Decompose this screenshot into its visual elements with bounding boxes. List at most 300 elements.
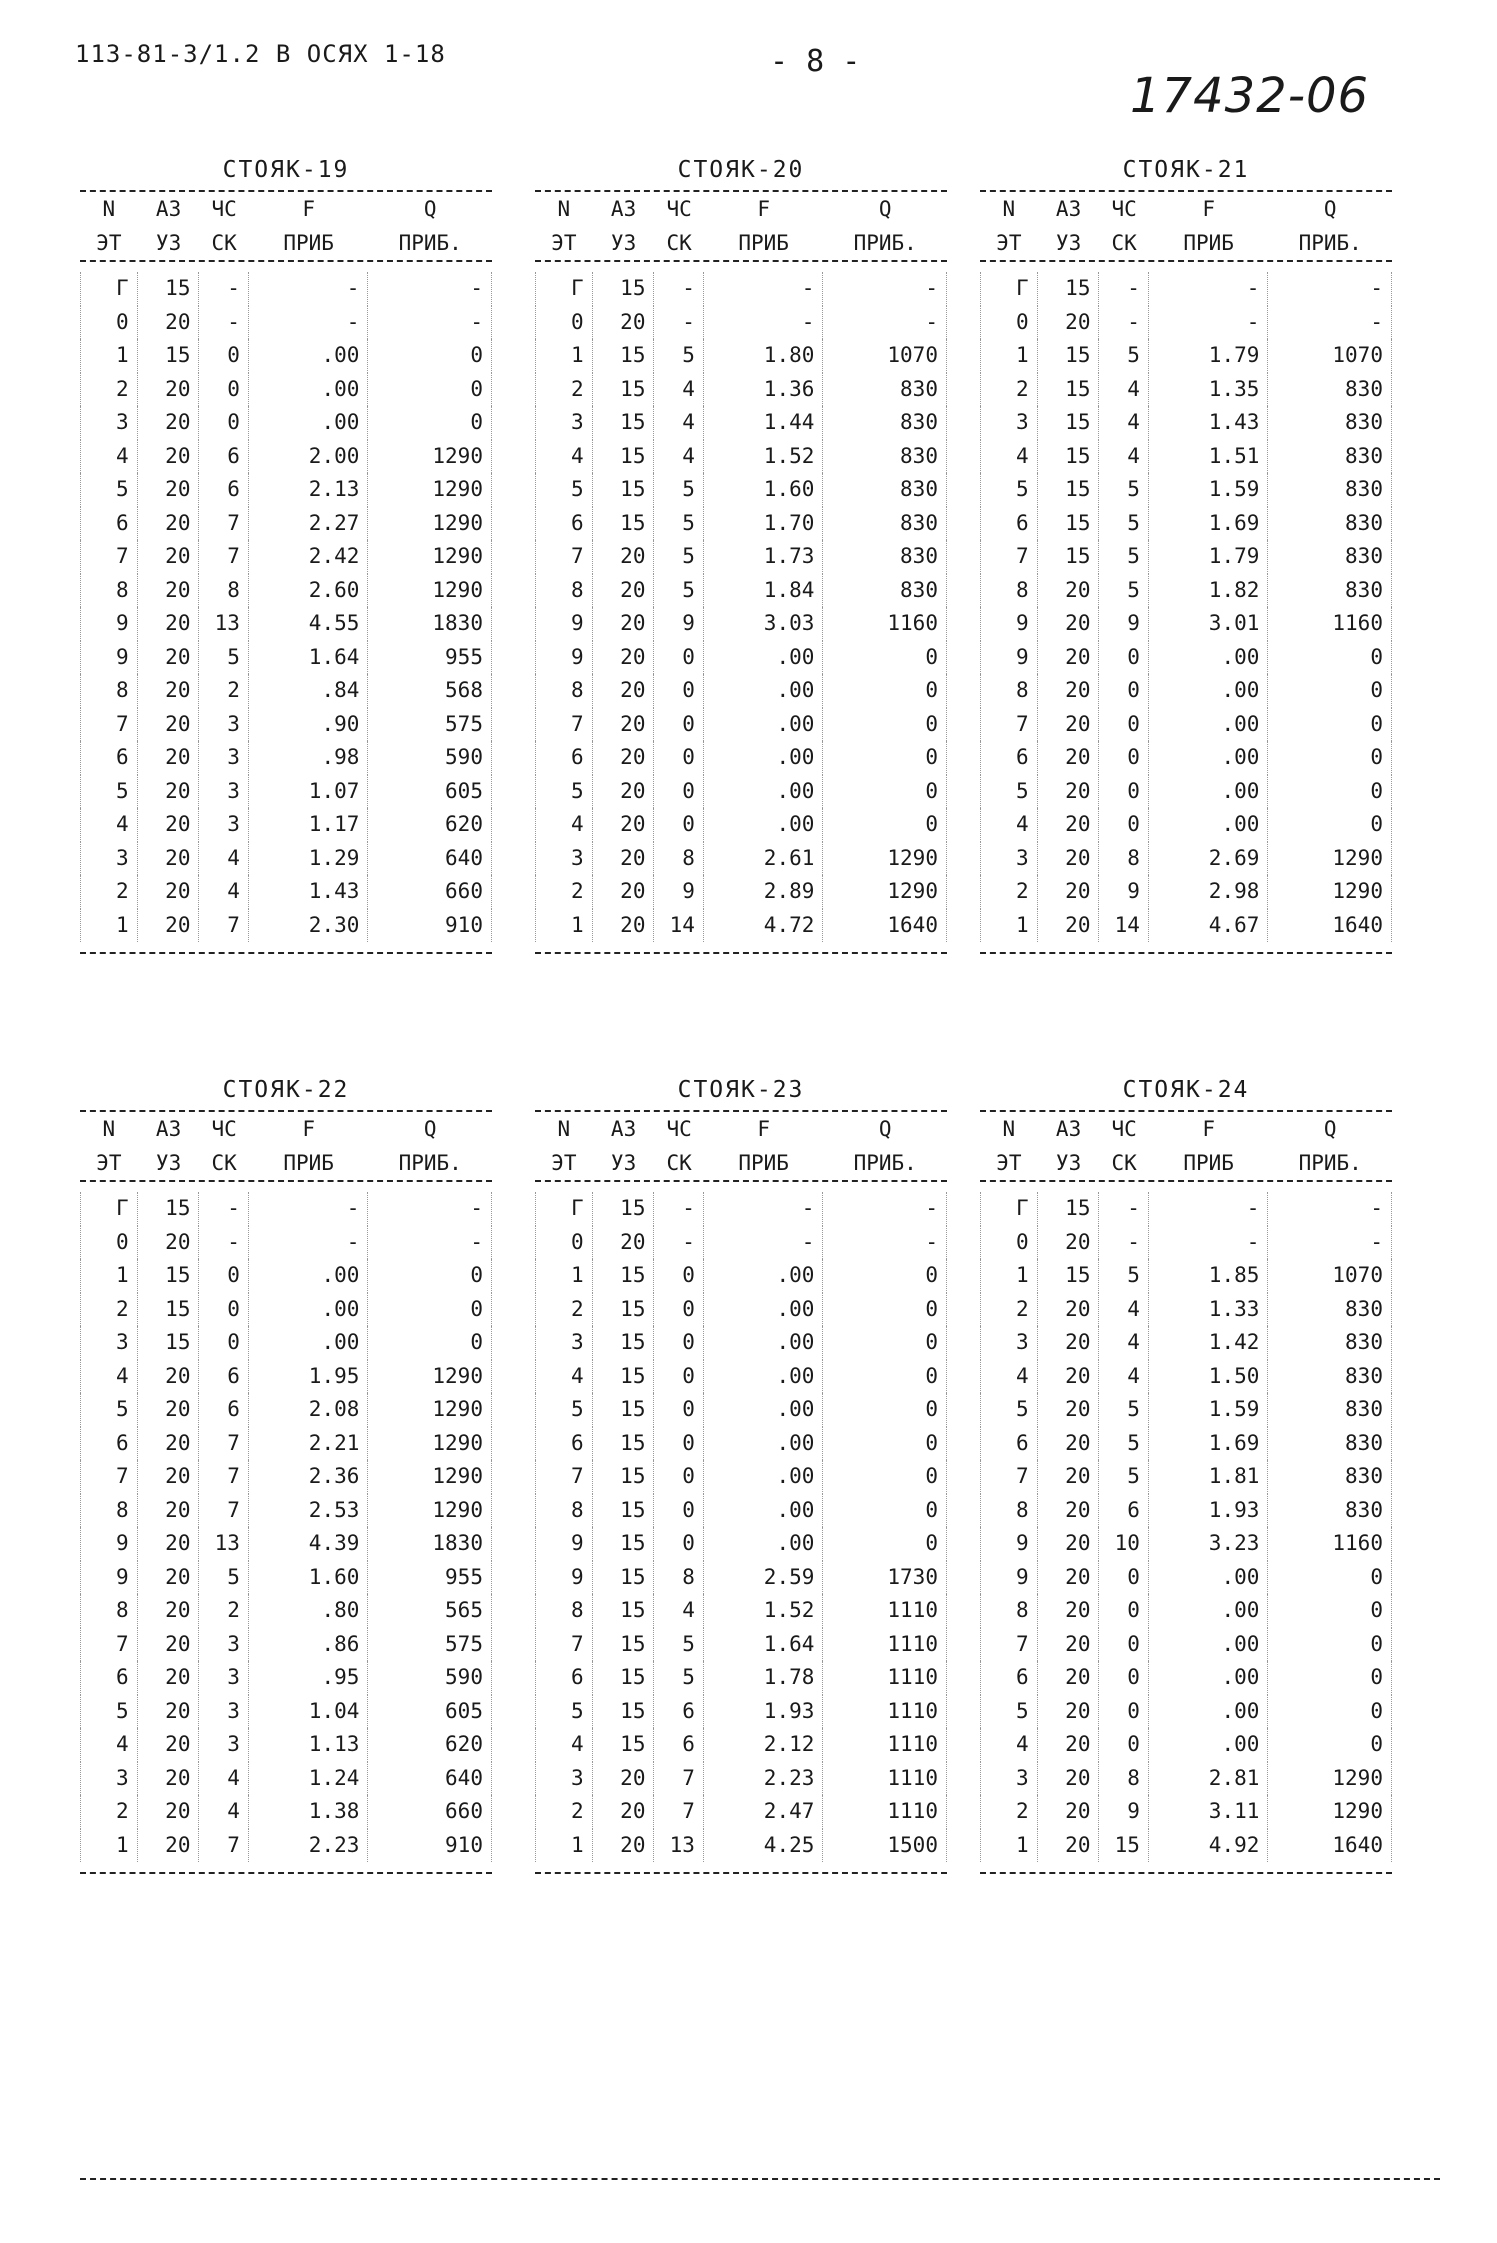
- table-cell: Г: [535, 1192, 593, 1226]
- column-header: ЭТ: [551, 1151, 577, 1175]
- table-cell: 830: [1268, 507, 1392, 541]
- table-cell: 20: [138, 741, 200, 775]
- table-cell: 0: [654, 1293, 703, 1327]
- table-cell: -: [368, 1226, 492, 1260]
- table-cell: 20: [1038, 674, 1100, 708]
- table-cell: 3.23: [1149, 1527, 1268, 1561]
- table-cell: 1.70: [704, 507, 823, 541]
- riser-table: [80, 1070, 492, 1874]
- table-cell: 1290: [368, 440, 492, 474]
- table-row: [535, 1527, 947, 1561]
- table-cell: 8: [80, 1494, 138, 1528]
- table-cell: 2.12: [704, 1728, 823, 1762]
- table-cell: 4: [980, 1728, 1038, 1762]
- table-cell: 955: [368, 641, 492, 675]
- table-cell: 20: [593, 875, 655, 909]
- table-cell: 0: [823, 708, 947, 742]
- column-header: Q: [878, 197, 892, 221]
- table-cell: .00: [249, 1259, 368, 1293]
- table-cell: 0: [654, 1460, 703, 1494]
- table-cell: -: [654, 306, 703, 340]
- table-cell: 0: [1268, 641, 1392, 675]
- table-cell: 640: [368, 1762, 492, 1796]
- table-cell: 20: [138, 373, 200, 407]
- table-cell: 830: [1268, 1427, 1392, 1461]
- table-cell: 1.29: [249, 842, 368, 876]
- table-cell: 15: [138, 339, 200, 373]
- table-cell: 830: [823, 507, 947, 541]
- table-cell: 2.53: [249, 1494, 368, 1528]
- table-cell: 1.42: [1149, 1326, 1268, 1360]
- table-cell: 20: [1038, 842, 1100, 876]
- table-cell: 0: [1099, 641, 1148, 675]
- table-cell: 15: [593, 1561, 655, 1595]
- table-cell: 1640: [823, 909, 947, 943]
- column-header: ЧС: [666, 1117, 692, 1141]
- table-cell: 0: [654, 1494, 703, 1528]
- table-cell: 20: [138, 909, 200, 943]
- table-row: [535, 1829, 947, 1863]
- column-header: АЗ: [1055, 1117, 1082, 1141]
- table-cell: 0: [654, 641, 703, 675]
- table-cell: 3.03: [704, 607, 823, 641]
- document-code: 113-81-3/1.2 В ОСЯХ 1-18: [75, 40, 446, 68]
- table-cell: 3: [535, 842, 593, 876]
- table-cell: .00: [704, 641, 823, 675]
- table-cell: 1070: [1268, 1259, 1392, 1293]
- table-row: [980, 272, 1392, 306]
- table-row: [535, 1762, 947, 1796]
- table-cell: .00: [1149, 674, 1268, 708]
- riser-table: [80, 150, 492, 954]
- table-cell: 3: [980, 1326, 1038, 1360]
- table-cell: 2.08: [249, 1393, 368, 1427]
- table-row: [80, 842, 492, 876]
- table-cell: 1110: [823, 1594, 947, 1628]
- table-cell: 3: [199, 1695, 248, 1729]
- table-row: [535, 1326, 947, 1360]
- table-cell: 9: [535, 1561, 593, 1595]
- table-row: [980, 1360, 1392, 1394]
- table-cell: 6: [980, 1427, 1038, 1461]
- table-cell: 0: [535, 1226, 593, 1260]
- column-header: СК: [666, 1151, 692, 1175]
- table-row: [80, 674, 492, 708]
- table-row: [980, 1494, 1392, 1528]
- table-cell: 9: [1099, 1795, 1148, 1829]
- table-cell: 1.59: [1149, 1393, 1268, 1427]
- table-cell: 8: [80, 674, 138, 708]
- table-cell: 20: [1038, 1527, 1100, 1561]
- table-row: [980, 875, 1392, 909]
- table-cell: 5: [654, 339, 703, 373]
- table-cell: 1290: [823, 842, 947, 876]
- column-header: ПРИБ: [283, 231, 334, 255]
- table-cell: 4: [535, 1360, 593, 1394]
- table-rule: [80, 1872, 492, 1874]
- column-header: ПРИБ.: [853, 231, 917, 255]
- table-cell: 0: [1268, 1695, 1392, 1729]
- table-cell: 2: [535, 373, 593, 407]
- table-cell: -: [249, 306, 368, 340]
- table-cell: 6: [980, 507, 1038, 541]
- table-cell: 1290: [368, 1460, 492, 1494]
- table-cell: 7: [980, 1460, 1038, 1494]
- table-cell: 3: [535, 1762, 593, 1796]
- table-row: [535, 909, 947, 943]
- table-cell: 1: [535, 1259, 593, 1293]
- table-cell: 7: [980, 1628, 1038, 1662]
- table-cell: 20: [1038, 1226, 1100, 1260]
- table-cell: 1: [80, 339, 138, 373]
- table-cell: 0: [1268, 708, 1392, 742]
- table-cell: 1.93: [704, 1695, 823, 1729]
- table-cell: 4: [654, 373, 703, 407]
- column-header: Q: [423, 1117, 437, 1141]
- table-cell: 1.60: [704, 473, 823, 507]
- table-cell: 1.04: [249, 1695, 368, 1729]
- table-cell: 830: [1268, 1494, 1392, 1528]
- column-header: N: [102, 197, 116, 221]
- table-cell: 2: [80, 875, 138, 909]
- table-cell: .00: [704, 808, 823, 842]
- table-cell: 8: [654, 842, 703, 876]
- table-cell: 20: [138, 1527, 200, 1561]
- column-header: Q: [423, 197, 437, 221]
- table-cell: .00: [249, 339, 368, 373]
- table-row: [535, 1728, 947, 1762]
- table-cell: 20: [1038, 1795, 1100, 1829]
- table-cell: 0: [1268, 808, 1392, 842]
- table-cell: 8: [980, 1594, 1038, 1628]
- table-cell: 2: [980, 875, 1038, 909]
- table-cell: 15: [593, 1661, 655, 1695]
- table-row: [80, 1829, 492, 1863]
- table-row: [980, 1795, 1392, 1829]
- table-cell: 1070: [823, 339, 947, 373]
- table-row: [80, 808, 492, 842]
- table-cell: 15: [138, 1259, 200, 1293]
- table-cell: 6: [199, 440, 248, 474]
- table-cell: 2: [980, 373, 1038, 407]
- column-header: ПРИБ.: [398, 1151, 462, 1175]
- table-cell: 20: [1038, 775, 1100, 809]
- table-cell: 20: [593, 842, 655, 876]
- table-cell: 4: [654, 440, 703, 474]
- table-cell: 7: [535, 708, 593, 742]
- table-cell: 830: [1268, 574, 1392, 608]
- table-cell: .00: [1149, 1561, 1268, 1595]
- table-cell: -: [1099, 272, 1148, 306]
- table-cell: 20: [593, 1226, 655, 1260]
- table-cell: 0: [1099, 1661, 1148, 1695]
- table-row: [80, 1393, 492, 1427]
- column-header: N: [1002, 1117, 1016, 1141]
- table-cell: 1.60: [249, 1561, 368, 1595]
- table-cell: 1.73: [704, 540, 823, 574]
- table-cell: 20: [593, 540, 655, 574]
- table-cell: 13: [654, 1829, 703, 1863]
- table-cell: .00: [1149, 1695, 1268, 1729]
- table-cell: -: [654, 1192, 703, 1226]
- table-cell: 0: [368, 373, 492, 407]
- table-cell: 6: [654, 1695, 703, 1729]
- table-row: [535, 1427, 947, 1461]
- table-cell: 1: [980, 909, 1038, 943]
- table-cell: 20: [138, 1728, 200, 1762]
- table-row: [980, 741, 1392, 775]
- table-row: [80, 1695, 492, 1729]
- table-cell: 0: [199, 373, 248, 407]
- table-cell: 1.69: [1149, 507, 1268, 541]
- table-cell: 20: [1038, 1762, 1100, 1796]
- column-header: УЗ: [1055, 1151, 1082, 1175]
- table-cell: 3: [199, 741, 248, 775]
- table-row: [535, 1561, 947, 1595]
- table-cell: 0: [80, 1226, 138, 1260]
- table-cell: 565: [368, 1594, 492, 1628]
- table-cell: 20: [1038, 708, 1100, 742]
- table-cell: 0: [368, 1293, 492, 1327]
- table-cell: 0: [823, 741, 947, 775]
- table-cell: 15: [593, 1460, 655, 1494]
- table-cell: 20: [1038, 1728, 1100, 1762]
- table-cell: 3.01: [1149, 607, 1268, 641]
- table-cell: 5: [1099, 1460, 1148, 1494]
- table-cell: 5: [80, 1695, 138, 1729]
- table-cell: 7: [80, 540, 138, 574]
- table-cell: 5: [654, 1628, 703, 1662]
- table-cell: 2.60: [249, 574, 368, 608]
- table-cell: 4: [1099, 1326, 1148, 1360]
- table-cell: 0: [368, 1259, 492, 1293]
- table-row: [80, 1460, 492, 1494]
- table-cell: 1160: [823, 607, 947, 641]
- table-cell: 1.07: [249, 775, 368, 809]
- table-cell: -: [823, 1192, 947, 1226]
- table-row: [535, 1226, 947, 1260]
- table-cell: 15: [138, 272, 200, 306]
- table-cell: 9: [80, 641, 138, 675]
- column-header: ЧС: [1111, 197, 1137, 221]
- header-row: [535, 226, 947, 260]
- table-cell: 0: [823, 1360, 947, 1394]
- table-cell: 7: [80, 708, 138, 742]
- table-rule: [980, 1872, 1392, 1874]
- table-cell: 1290: [368, 473, 492, 507]
- table-cell: 6: [1099, 1494, 1148, 1528]
- table-row: [980, 674, 1392, 708]
- table-cell: 5: [199, 641, 248, 675]
- column-header: N: [1002, 197, 1016, 221]
- table-row: [535, 1628, 947, 1662]
- table-cell: .00: [249, 406, 368, 440]
- table-cell: 15: [593, 373, 655, 407]
- table-cell: 20: [593, 1762, 655, 1796]
- table-cell: 830: [823, 440, 947, 474]
- table-cell: 2.89: [704, 875, 823, 909]
- column-header: ПРИБ: [1183, 1151, 1234, 1175]
- table-cell: 0: [1268, 741, 1392, 775]
- column-header: СК: [211, 1151, 237, 1175]
- table-row: [80, 574, 492, 608]
- table-cell: 15: [1038, 339, 1100, 373]
- column-header: ЧС: [211, 1117, 237, 1141]
- table-cell: 4: [1099, 1360, 1148, 1394]
- table-cell: .00: [704, 741, 823, 775]
- table-cell: 15: [593, 272, 655, 306]
- table-cell: 20: [1038, 1293, 1100, 1327]
- column-header: УЗ: [1055, 231, 1082, 255]
- table-cell: 15: [593, 1360, 655, 1394]
- column-header: N: [557, 1117, 571, 1141]
- table-cell: 1.33: [1149, 1293, 1268, 1327]
- table-cell: Г: [535, 272, 593, 306]
- table-row: [535, 708, 947, 742]
- table-row: [535, 1594, 947, 1628]
- table-cell: 1290: [823, 875, 947, 909]
- column-header: АЗ: [1055, 197, 1082, 221]
- table-cell: .98: [249, 741, 368, 775]
- table-row: [80, 775, 492, 809]
- table-cell: 1.43: [1149, 406, 1268, 440]
- table-cell: 20: [138, 1795, 200, 1829]
- table-cell: -: [1149, 1226, 1268, 1260]
- table-cell: 1: [980, 339, 1038, 373]
- table-cell: 1.95: [249, 1360, 368, 1394]
- table-cell: 1.59: [1149, 473, 1268, 507]
- table-cell: 1110: [823, 1728, 947, 1762]
- table-row: [80, 1628, 492, 1662]
- table-cell: 3: [199, 708, 248, 742]
- table-cell: -: [249, 272, 368, 306]
- table-cell: 0: [823, 1393, 947, 1427]
- table-cell: 5: [1099, 507, 1148, 541]
- table-title: СТОЯК-24: [1122, 1077, 1250, 1103]
- table-cell: 5: [980, 473, 1038, 507]
- table-cell: -: [823, 1226, 947, 1260]
- column-header: ЧС: [211, 197, 237, 221]
- table-cell: 0: [654, 708, 703, 742]
- table-cell: .00: [249, 373, 368, 407]
- table-title: СТОЯК-23: [677, 1077, 805, 1103]
- table-cell: 5: [980, 775, 1038, 809]
- table-cell: 7: [199, 1460, 248, 1494]
- table-cell: 0: [823, 1460, 947, 1494]
- table-title: СТОЯК-19: [222, 157, 350, 183]
- table-cell: 9: [980, 1527, 1038, 1561]
- table-cell: 20: [1038, 1393, 1100, 1427]
- table-cell: 1290: [368, 1494, 492, 1528]
- table-cell: 15: [1038, 507, 1100, 541]
- table-cell: 20: [138, 842, 200, 876]
- table-row: [535, 1695, 947, 1729]
- table-cell: 20: [1038, 1628, 1100, 1662]
- table-cell: 9: [654, 875, 703, 909]
- table-cell: 2: [199, 1594, 248, 1628]
- table-cell: .00: [704, 1293, 823, 1327]
- table-cell: 20: [138, 808, 200, 842]
- table-cell: 8: [1099, 1762, 1148, 1796]
- table-cell: 0: [823, 1293, 947, 1327]
- table-cell: 830: [1268, 406, 1392, 440]
- column-header: ПРИБ: [738, 231, 789, 255]
- table-row: [980, 540, 1392, 574]
- table-cell: 15: [593, 1259, 655, 1293]
- table-cell: 0: [1268, 775, 1392, 809]
- column-header: ЭТ: [96, 231, 122, 255]
- column-header: Q: [878, 1117, 892, 1141]
- table-cell: 15: [593, 1494, 655, 1528]
- table-row: [980, 1628, 1392, 1662]
- table-cell: .00: [704, 1259, 823, 1293]
- table-cell: 20: [138, 1829, 200, 1863]
- table-cell: 6: [199, 1393, 248, 1427]
- table-cell: 1.79: [1149, 540, 1268, 574]
- column-header: СК: [211, 231, 237, 255]
- table-cell: 0: [1268, 1628, 1392, 1662]
- table-cell: 1110: [823, 1661, 947, 1695]
- table-cell: 605: [368, 775, 492, 809]
- table-cell: 3: [199, 775, 248, 809]
- table-row: [80, 306, 492, 340]
- table-cell: 0: [823, 1427, 947, 1461]
- table-cell: 3: [535, 1326, 593, 1360]
- table-cell: 15: [138, 1326, 200, 1360]
- table-title: СТОЯК-22: [222, 1077, 350, 1103]
- table-cell: 6: [199, 1360, 248, 1394]
- table-cell: 20: [593, 306, 655, 340]
- table-cell: .90: [249, 708, 368, 742]
- table-cell: 20: [593, 607, 655, 641]
- spacer: [80, 1862, 492, 1872]
- header-row: [980, 226, 1392, 260]
- table-cell: 1.43: [249, 875, 368, 909]
- column-header: F: [302, 197, 315, 221]
- table-cell: 20: [138, 708, 200, 742]
- table-cell: 5: [535, 473, 593, 507]
- table-cell: 0: [1268, 1594, 1392, 1628]
- table-cell: 2.21: [249, 1427, 368, 1461]
- table-cell: 15: [1038, 473, 1100, 507]
- table-cell: -: [368, 306, 492, 340]
- table-cell: 15: [593, 1427, 655, 1461]
- spacer: [535, 1862, 947, 1872]
- column-header: ЧС: [1111, 1117, 1137, 1141]
- table-row: [535, 607, 947, 641]
- table-row: [980, 607, 1392, 641]
- column-header: АЗ: [610, 197, 637, 221]
- table-cell: 3: [199, 808, 248, 842]
- table-cell: 2: [980, 1293, 1038, 1327]
- table-row: [535, 1460, 947, 1494]
- table-cell: 5: [1099, 339, 1148, 373]
- table-cell: 7: [199, 1829, 248, 1863]
- table-cell: -: [704, 1192, 823, 1226]
- table-cell: 2.27: [249, 507, 368, 541]
- table-cell: 1290: [1268, 842, 1392, 876]
- table-cell: 20: [593, 1829, 655, 1863]
- table-cell: 1.38: [249, 1795, 368, 1829]
- table-cell: 8: [535, 1594, 593, 1628]
- table-cell: 0: [823, 641, 947, 675]
- spacer: [80, 942, 492, 952]
- table-cell: -: [1149, 272, 1268, 306]
- table-cell: 0: [654, 1527, 703, 1561]
- table-title: СТОЯК-21: [1122, 157, 1250, 183]
- table-row: [980, 1259, 1392, 1293]
- table-cell: 0: [199, 1326, 248, 1360]
